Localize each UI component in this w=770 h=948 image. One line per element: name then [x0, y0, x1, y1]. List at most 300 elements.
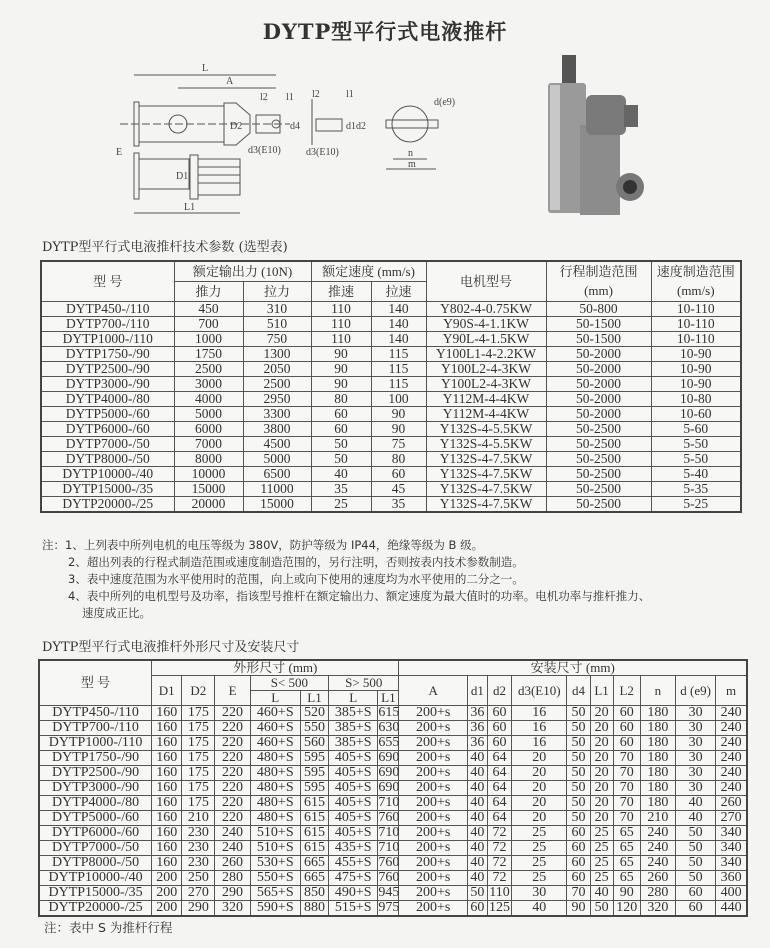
- model-cell: DYTP10000-/40: [39, 871, 152, 886]
- model-cell: DYTP8000-/50: [41, 452, 174, 467]
- table-cell: 290: [182, 901, 215, 917]
- table-cell: 260: [215, 856, 250, 871]
- page-title: DYTP型平行式电液推杆: [262, 19, 508, 44]
- table-cell: 60: [311, 422, 371, 437]
- table-cell: 72: [487, 871, 511, 886]
- table-cell: 175: [182, 721, 215, 736]
- table-cell: 230: [182, 841, 215, 856]
- table-cell: 10-110: [651, 332, 741, 347]
- header-l1-install: L1: [590, 676, 613, 706]
- table-row: [39, 841, 747, 856]
- model-cell: DYTP20000-/25: [41, 497, 174, 513]
- model-cell: DYTP4000-/80: [41, 392, 174, 407]
- table-cell: 515+S: [329, 901, 378, 917]
- table-cell: 690: [378, 750, 400, 765]
- table-cell: 25: [512, 856, 567, 871]
- table-cell: 5-25: [651, 497, 741, 513]
- table-cell: 340: [716, 826, 747, 841]
- table-cell: 10-60: [651, 407, 741, 422]
- table-cell: 760: [378, 870, 400, 885]
- table-cell: 460+S: [250, 736, 300, 751]
- table-cell: 20: [512, 796, 567, 811]
- table-cell: 50-2500: [546, 422, 651, 437]
- table-cell: 64: [487, 766, 511, 781]
- table-cell: Y112M-4-4KW: [426, 407, 546, 422]
- table-cell: 220: [215, 781, 250, 796]
- table-cell: 200+s: [399, 781, 467, 796]
- table-cell: 16: [512, 706, 567, 721]
- table-cell: 16: [512, 736, 567, 751]
- table-cell: 200: [152, 901, 182, 917]
- table-cell: 10-110: [651, 317, 741, 332]
- table-cell: 220: [215, 766, 250, 781]
- table-cell: 50: [675, 871, 715, 886]
- table-cell: 10-90: [651, 347, 741, 362]
- table-cell: 230: [182, 856, 215, 871]
- table-cell: 5-50: [651, 437, 741, 452]
- table-cell: 30: [675, 721, 715, 736]
- model-cell: DYTP700-/110: [39, 721, 152, 736]
- table-cell: Y100L2-4-3KW: [426, 377, 546, 392]
- table-cell: 90: [613, 886, 640, 901]
- table-cell: 5-50: [651, 452, 741, 467]
- table-cell: Y132S-4-7.5KW: [426, 467, 546, 482]
- header-push-speed: 推速: [311, 282, 371, 302]
- table-row: [41, 377, 741, 392]
- table-cell: 210: [640, 811, 675, 826]
- table-cell: 20: [512, 766, 567, 781]
- drawing-label: n: [408, 148, 413, 159]
- table-cell: 16: [512, 721, 567, 736]
- table-cell: Y802-4-0.75KW: [426, 302, 546, 317]
- header-e: E: [215, 676, 250, 706]
- table-cell: 240: [716, 706, 747, 721]
- table-cell: 3300: [243, 407, 311, 422]
- model-cell: DYTP4000-/80: [39, 796, 152, 811]
- table-cell: 40: [512, 901, 567, 917]
- table-cell: 615: [378, 705, 400, 720]
- table-cell: 700: [174, 317, 243, 332]
- table-cell: 510+S: [250, 826, 300, 841]
- table-cell: 510+S: [250, 841, 300, 856]
- table-cell: 200+s: [399, 871, 467, 886]
- table-cell: 6500: [243, 467, 311, 482]
- table-cell: 200+s: [399, 856, 467, 871]
- header-pull-speed: 拉速: [371, 282, 426, 302]
- table-cell: 40: [467, 826, 487, 841]
- table-cell: 40: [311, 467, 371, 482]
- table-cell: Y100L1-4-2.2KW: [426, 347, 546, 362]
- table-row: [41, 482, 741, 497]
- table-cell: 590+S: [250, 901, 300, 917]
- table-cell: 115: [371, 347, 426, 362]
- table-cell: 460+S: [250, 721, 300, 736]
- table-cell: 200+s: [399, 766, 467, 781]
- table-cell: 200+s: [399, 901, 467, 917]
- table-cell: 175: [182, 796, 215, 811]
- table-cell: 480+S: [250, 781, 300, 796]
- table-cell: 240: [716, 751, 747, 766]
- drawing-label: E: [116, 147, 123, 158]
- table-cell: 480+S: [250, 766, 300, 781]
- table-cell: 90: [371, 407, 426, 422]
- dim-table-heading: DYTP型平行式电液推杆外形尺寸及安装尺寸: [42, 640, 300, 655]
- drawing-label: d1: [346, 121, 356, 132]
- table-cell: 405+S: [329, 766, 378, 781]
- table-cell: 530+S: [250, 856, 300, 871]
- table-cell: 665: [300, 871, 328, 886]
- table-cell: 20: [590, 721, 613, 736]
- table-cell: 50-2000: [546, 407, 651, 422]
- table-cell: 20: [590, 736, 613, 751]
- table-cell: 20: [590, 781, 613, 796]
- table-cell: 710: [378, 840, 400, 855]
- drawing-label: L: [202, 63, 209, 74]
- table-cell: 405+S: [329, 796, 378, 811]
- table-cell: 70: [613, 781, 640, 796]
- table-cell: 40: [467, 751, 487, 766]
- table-cell: 180: [640, 751, 675, 766]
- table-cell: 20: [590, 811, 613, 826]
- table-cell: 480+S: [250, 796, 300, 811]
- table-cell: 25: [311, 497, 371, 513]
- table-cell: 50-2000: [546, 347, 651, 362]
- table-cell: 65: [613, 826, 640, 841]
- table-cell: 50: [567, 706, 590, 721]
- table-cell: 25: [512, 871, 567, 886]
- table-cell: Y132S-4-7.5KW: [426, 452, 546, 467]
- table-cell: 72: [487, 856, 511, 871]
- table-cell: 175: [182, 781, 215, 796]
- table-cell: 400: [716, 886, 747, 901]
- table-cell: 270: [182, 886, 215, 901]
- model-cell: DYTP5000-/60: [39, 811, 152, 826]
- table-cell: 240: [716, 781, 747, 796]
- table-cell: 710: [378, 825, 400, 840]
- table-cell: Y132S-4-5.5KW: [426, 437, 546, 452]
- table-cell: 36: [467, 736, 487, 751]
- table-cell: 160: [152, 841, 182, 856]
- table-cell: 50-2500: [546, 497, 651, 513]
- table-cell: 35: [371, 497, 426, 513]
- table-cell: 60: [567, 871, 590, 886]
- table-cell: 760: [378, 810, 400, 825]
- model-cell: DYTP15000-/35: [39, 886, 152, 901]
- table-cell: 25: [590, 871, 613, 886]
- table-cell: 140: [371, 332, 426, 347]
- spec-table-heading: DYTP型平行式电液推杆技术参数 (选型表): [42, 240, 288, 255]
- table-row: [39, 781, 747, 796]
- table-cell: 40: [675, 811, 715, 826]
- table-cell: 5000: [243, 452, 311, 467]
- table-cell: 60: [567, 841, 590, 856]
- table-cell: 385+S: [329, 736, 378, 751]
- table-cell: 50-2000: [546, 392, 651, 407]
- table-cell: 80: [311, 392, 371, 407]
- table-cell: 160: [152, 706, 182, 721]
- table-cell: 64: [487, 796, 511, 811]
- table-row: [41, 467, 741, 482]
- table-cell: 240: [640, 856, 675, 871]
- table-cell: 50-1500: [546, 332, 651, 347]
- table-row: [39, 886, 747, 901]
- table-cell: 120: [613, 901, 640, 917]
- product-photo: [520, 55, 660, 225]
- table-cell: 125: [489, 900, 511, 915]
- model-cell: DYTP8000-/50: [39, 856, 152, 871]
- table-cell: 45: [371, 482, 426, 497]
- table-cell: 340: [716, 856, 747, 871]
- table-cell: 50: [567, 766, 590, 781]
- table-cell: 60: [613, 721, 640, 736]
- table-cell: 405+S: [329, 751, 378, 766]
- table-cell: 240: [215, 841, 250, 856]
- table-cell: 50-1500: [546, 317, 651, 332]
- drawing-label: l2: [260, 92, 268, 103]
- drawing-label: D2: [230, 121, 243, 132]
- table-row: [41, 392, 741, 407]
- table-row: [39, 871, 747, 886]
- header-d4: d4: [567, 676, 590, 706]
- table-cell: 615: [300, 841, 328, 856]
- table-cell: 40: [467, 856, 487, 871]
- table-cell: 160: [152, 781, 182, 796]
- table-cell: 200+s: [399, 736, 467, 751]
- table-cell: 270: [716, 811, 747, 826]
- table-cell: 80: [371, 452, 426, 467]
- table-row: [41, 317, 741, 332]
- table-cell: 20: [590, 766, 613, 781]
- model-cell: DYTP450-/110: [41, 302, 174, 317]
- table-cell: 64: [487, 811, 511, 826]
- table-cell: 220: [215, 706, 250, 721]
- table-cell: 20: [512, 781, 567, 796]
- notes: [42, 537, 650, 622]
- table-row: [39, 766, 747, 781]
- header-pull: 拉力: [243, 282, 311, 302]
- table-row: [41, 437, 741, 452]
- header-speed-range: 速度制造范围: [651, 261, 741, 282]
- table-cell: 60: [371, 467, 426, 482]
- table-cell: 50: [567, 781, 590, 796]
- table-cell: 175: [182, 751, 215, 766]
- table-cell: 240: [716, 766, 747, 781]
- table-cell: 480+S: [250, 811, 300, 826]
- table-cell: 30: [675, 736, 715, 751]
- table-cell: 60: [675, 886, 715, 901]
- table-cell: 220: [215, 796, 250, 811]
- model-cell: DYTP3000-/90: [41, 377, 174, 392]
- table-cell: 595: [300, 766, 328, 781]
- table-cell: 520: [300, 706, 328, 721]
- header-n: n: [640, 676, 675, 706]
- table-cell: 3000: [174, 377, 243, 392]
- table-cell: 90: [311, 362, 371, 377]
- header-l2: L2: [613, 676, 640, 706]
- table-cell: 200+s: [399, 706, 467, 721]
- table-cell: 25: [590, 826, 613, 841]
- table-cell: 180: [640, 796, 675, 811]
- table-cell: 560: [300, 736, 328, 751]
- table-cell: 100: [371, 392, 426, 407]
- table-cell: 450: [174, 302, 243, 317]
- table-cell: 630: [378, 720, 400, 735]
- header-speed: 额定速度 (mm/s): [311, 261, 426, 282]
- drawing-label: D1: [176, 171, 189, 182]
- drawing-label: d3(E10): [248, 145, 281, 156]
- table-cell: 5-60: [651, 422, 741, 437]
- table-cell: 25: [590, 841, 613, 856]
- table-cell: 290: [215, 886, 250, 901]
- model-cell: DYTP450-/110: [39, 706, 152, 721]
- table-cell: 30: [675, 706, 715, 721]
- table-cell: 455+S: [329, 856, 378, 871]
- table-cell: 230: [182, 826, 215, 841]
- table-cell: 340: [716, 841, 747, 856]
- model-cell: DYTP3000-/90: [39, 781, 152, 796]
- header-d3: d3(E10): [512, 676, 567, 706]
- table-cell: 50: [567, 721, 590, 736]
- drawing-label: A: [226, 76, 234, 87]
- drawing-label: L1: [184, 202, 196, 213]
- header-speed-range-unit: (mm/s): [651, 282, 741, 302]
- header-a: A: [399, 676, 467, 706]
- table-cell: 60: [567, 856, 590, 871]
- table-cell: 210: [182, 811, 215, 826]
- table-cell: 180: [640, 736, 675, 751]
- table-cell: 10-90: [651, 362, 741, 377]
- table-cell: 435+S: [329, 841, 378, 856]
- table-cell: 10-80: [651, 392, 741, 407]
- table-cell: 160: [152, 751, 182, 766]
- table-cell: 70: [613, 811, 640, 826]
- table-row: [39, 901, 747, 917]
- header-push: 推力: [174, 282, 243, 302]
- table-cell: 15000: [174, 482, 243, 497]
- table-cell: 140: [371, 302, 426, 317]
- table-row: [41, 497, 741, 513]
- table-cell: 1300: [243, 347, 311, 362]
- table-cell: 40: [467, 841, 487, 856]
- header-motor: 电机型号: [426, 261, 546, 302]
- table-row: [39, 736, 747, 751]
- table-cell: 280: [215, 871, 250, 886]
- table-cell: 90: [311, 377, 371, 392]
- table-cell: 15000: [243, 497, 311, 513]
- table-cell: 490+S: [329, 886, 378, 901]
- table-cell: 10000: [174, 467, 243, 482]
- table-cell: 200+s: [399, 721, 467, 736]
- drawing-label: d(e9): [434, 97, 456, 108]
- table-cell: 320: [640, 901, 675, 917]
- model-cell: DYTP1000-/110: [39, 736, 152, 751]
- table-cell: 75: [371, 437, 426, 452]
- table-cell: 160: [152, 796, 182, 811]
- table-cell: 260: [716, 796, 747, 811]
- table-cell: 50: [675, 856, 715, 871]
- table-cell: 50: [311, 437, 371, 452]
- table-cell: 6000: [174, 422, 243, 437]
- table-cell: 260: [640, 871, 675, 886]
- table-cell: 50-800: [546, 302, 651, 317]
- table-cell: 175: [182, 766, 215, 781]
- table-cell: 50: [675, 826, 715, 841]
- table-cell: 72: [487, 841, 511, 856]
- model-cell: DYTP20000-/25: [39, 901, 152, 917]
- spec-table: [40, 260, 742, 513]
- table-cell: 50: [590, 901, 613, 917]
- table-cell: 160: [152, 736, 182, 751]
- table-cell: 5000: [174, 407, 243, 422]
- header-l1-gt: L1: [378, 691, 399, 706]
- note-1: 注：1、上列表中所列电机的电压等级为 380V，防护等级为 IP44，绝缘等级为 B 级。: [42, 538, 484, 552]
- table-cell: 4500: [243, 437, 311, 452]
- table-cell: 40: [675, 796, 715, 811]
- table-cell: 240: [640, 841, 675, 856]
- table-cell: 655: [378, 735, 400, 750]
- table-cell: 5-35: [651, 482, 741, 497]
- table-cell: 240: [640, 826, 675, 841]
- table-cell: 160: [152, 811, 182, 826]
- table-cell: 64: [487, 781, 511, 796]
- table-cell: 220: [215, 736, 250, 751]
- table-cell: 60: [613, 736, 640, 751]
- table-cell: 405+S: [329, 781, 378, 796]
- table-cell: 385+S: [329, 721, 378, 736]
- table-cell: 750: [243, 332, 311, 347]
- dimension-table: [38, 659, 748, 917]
- table-cell: 200: [152, 871, 182, 886]
- table-cell: 30: [675, 781, 715, 796]
- table-cell: 160: [152, 826, 182, 841]
- header-outline: 外形尺寸 (mm): [152, 660, 399, 676]
- table-cell: 615: [300, 796, 328, 811]
- model-cell: DYTP700-/110: [41, 317, 174, 332]
- table-cell: 40: [467, 796, 487, 811]
- table-row: [41, 302, 741, 317]
- table-cell: Y90S-4-1.1KW: [426, 317, 546, 332]
- table-cell: 945: [378, 885, 400, 900]
- note-4-cont: 速度成正比。: [82, 606, 151, 620]
- table-row: [41, 422, 741, 437]
- table-cell: 50: [567, 751, 590, 766]
- drawing-label: l1: [346, 89, 354, 100]
- table-cell: 595: [300, 781, 328, 796]
- table-row: [39, 856, 747, 871]
- table-cell: 40: [467, 811, 487, 826]
- table-cell: 50-2500: [546, 437, 651, 452]
- table-cell: 30: [512, 886, 567, 901]
- drawing-label: m: [408, 159, 416, 170]
- table-cell: 60: [487, 721, 511, 736]
- table-row: [39, 811, 747, 826]
- table-row: [41, 362, 741, 377]
- dim-footnote: 注：表中 S 为推杆行程: [44, 920, 173, 935]
- table-row: [41, 347, 741, 362]
- table-cell: 60: [613, 706, 640, 721]
- table-cell: 880: [300, 901, 328, 917]
- table-cell: 240: [215, 826, 250, 841]
- table-cell: 60: [567, 826, 590, 841]
- table-cell: 690: [378, 765, 400, 780]
- header-model: 型 号: [41, 261, 174, 302]
- table-cell: 200: [152, 886, 182, 901]
- table-cell: 110: [311, 317, 371, 332]
- table-cell: 60: [311, 407, 371, 422]
- table-cell: 110: [311, 302, 371, 317]
- table-cell: 40: [467, 871, 487, 886]
- table-cell: 975: [378, 900, 400, 915]
